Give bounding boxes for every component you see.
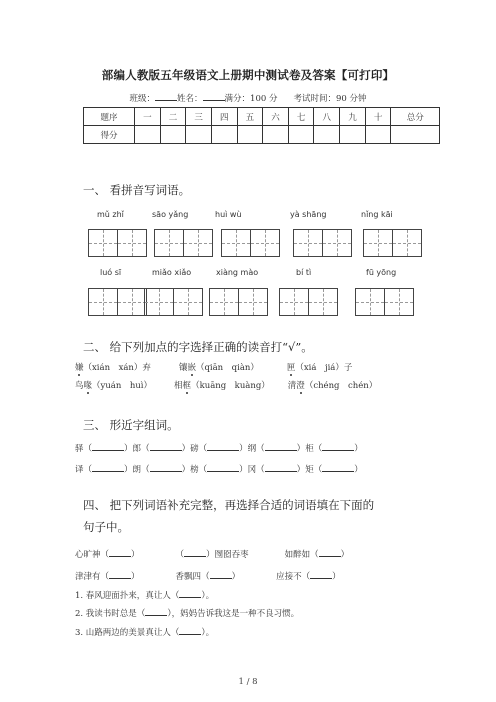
header-cell: 总分 [391, 108, 440, 126]
char: 柜 [305, 444, 314, 454]
class-label: 班级： [129, 94, 156, 104]
exam-info-line [0, 91, 496, 104]
pronunciation-line-2 [75, 379, 377, 391]
score-cell[interactable] [391, 126, 440, 144]
document-title: 部编人教版五年级语文上册期中测试卷及答案【可打印】 [101, 68, 395, 82]
header-cell: 五 [237, 108, 263, 126]
header-cell: 三 [186, 108, 212, 126]
section-4-title-line-1: 四、 把下列词语补充完整，再选择合适的词语填在下面的 [83, 498, 375, 512]
name-label: 姓名： [177, 94, 203, 104]
score-cell[interactable] [314, 126, 340, 144]
idiom-row-1: 心旷神（ ） （ ）囫囵吞枣 如醉如（ ） [75, 547, 349, 560]
answer-blank[interactable] [322, 441, 354, 451]
word-rest: 弃 [142, 363, 151, 373]
pinyin-label: xiàng mào [216, 268, 259, 277]
sentence-text: 。 [205, 628, 215, 638]
char: 冈 [247, 465, 257, 475]
char: 矩 [305, 465, 314, 475]
score-table-header-row [84, 108, 440, 126]
char: 朗 [132, 465, 142, 475]
class-blank[interactable] [155, 91, 177, 101]
writing-grid[interactable] [293, 229, 352, 257]
exam-time: 考试时间：90 分钟 [293, 94, 367, 104]
writing-grid[interactable] [88, 229, 147, 257]
char: 郎 [132, 444, 142, 454]
reading-options[interactable]: （kuāng kuàng） [191, 381, 270, 391]
sentence-1: 1. 春风迎面扑来，真让人（ ）。 [75, 588, 214, 601]
writing-grid[interactable] [154, 229, 213, 257]
score-cell[interactable] [186, 126, 212, 144]
reading-options[interactable]: （qiān qiàn） [195, 363, 259, 373]
answer-blank[interactable] [150, 462, 182, 472]
word-prefix: 清 [287, 381, 297, 391]
score-cell[interactable] [211, 126, 237, 144]
header-cell: 十 [365, 108, 391, 126]
answer-blank[interactable] [322, 462, 354, 472]
sentence-blank[interactable] [145, 606, 167, 616]
pinyin-label: huì wù [215, 210, 242, 219]
header-cell: 题序 [84, 108, 135, 126]
reading-options[interactable]: （xián xán） [83, 363, 143, 373]
pinyin-label: luó sī [100, 268, 122, 277]
sentence-text: ，妈妈告诉我这是一种不良习惯。 [171, 609, 300, 619]
answer-blank[interactable] [265, 462, 297, 472]
section-4-title-line-2: 句子中。 [83, 520, 129, 534]
dotted-char: 嫌 [75, 363, 84, 373]
answer-blank[interactable] [265, 441, 297, 451]
answer-blank[interactable] [92, 462, 124, 472]
char: 磅 [190, 444, 199, 454]
pinyin-label: sāo yǎng [152, 210, 189, 219]
score-cell[interactable] [288, 126, 314, 144]
section-1-title: 一、 看拼音写词语。 [83, 183, 191, 197]
idiom-blank[interactable] [319, 547, 341, 557]
word-prefix: 镶 [178, 363, 188, 373]
score-table [83, 107, 440, 144]
pinyin-label: mǔ zhǐ [97, 210, 124, 219]
word-prefix: 鸟 [75, 381, 84, 391]
score-cell[interactable] [135, 126, 161, 144]
idiom-prefix: 应接不 [276, 572, 302, 582]
answer-blank[interactable] [207, 441, 239, 451]
section-3-title: 三、 形近字组词。 [83, 418, 179, 432]
word-prefix: 相 [174, 381, 183, 391]
score-cell[interactable] [263, 126, 289, 144]
reading-options[interactable]: （yuán huì） [92, 381, 153, 391]
score-cell[interactable] [160, 126, 186, 144]
name-blank[interactable] [203, 91, 225, 101]
sentence-text: 3. 山路两边的美景真让人 [75, 628, 171, 638]
similar-chars-row-2: 译（ ）朗（ ）榜（ ）冈（ ）矩（ ） [75, 462, 363, 475]
header-cell: 七 [288, 108, 314, 126]
idiom-prefix: 心旷神 [75, 550, 101, 560]
full-score: 满分：100 分 [224, 94, 278, 104]
sentence-text: 1. 春风迎面扑来，真让人 [75, 591, 171, 601]
char: 驿 [75, 444, 84, 454]
page-number: 1 / 8 [238, 677, 258, 687]
idiom-suffix: 囫囵吞枣 [214, 550, 249, 560]
idiom-blank[interactable] [184, 547, 206, 557]
idiom-prefix: 津津有 [75, 572, 101, 582]
writing-grid[interactable] [221, 229, 280, 257]
writing-grid[interactable] [279, 288, 338, 316]
idiom-blank[interactable] [310, 569, 332, 579]
header-cell: 八 [314, 108, 340, 126]
char: 榜 [190, 465, 199, 475]
header-cell: 九 [340, 108, 366, 126]
pinyin-label: yà shāng [290, 210, 327, 219]
similar-chars-row-1: 驿（ ）郎（ ）磅（ ）纲（ ）柜（ ） [75, 441, 363, 454]
writing-grid[interactable] [144, 288, 203, 316]
writing-grid[interactable] [363, 229, 422, 257]
char: 译 [75, 465, 84, 475]
pinyin-label: nǐng kāi [361, 210, 393, 219]
sentence-blank[interactable] [179, 588, 201, 598]
dotted-char: 匣 [286, 363, 296, 373]
score-row-label: 得分 [84, 126, 135, 144]
sentence-text: 2. 我读书时总是 [75, 609, 137, 619]
sentence-text: 。 [205, 591, 215, 601]
dotted-char: 嵌 [187, 363, 196, 373]
idiom-prefix: 如醉如 [284, 550, 311, 560]
answer-blank[interactable] [92, 441, 124, 451]
header-cell: 四 [211, 108, 237, 126]
idiom-row-2: 津津有（ ） 香飘四（ ） 应接不（ ） [75, 569, 341, 582]
sentence-2: 2. 我读书时总是（ ），妈妈告诉我这是一种不良习惯。 [75, 606, 299, 619]
answer-blank[interactable] [150, 441, 182, 451]
sentence-blank[interactable] [179, 625, 201, 635]
header-cell: 六 [263, 108, 289, 126]
header-cell: 一 [135, 108, 161, 126]
idiom-blank[interactable] [210, 569, 232, 579]
dotted-char: 喙 [83, 381, 93, 391]
sentence-3: 3. 山路两边的美景真让人（ ）。 [75, 625, 214, 638]
answer-blank[interactable] [207, 462, 239, 472]
score-cell[interactable] [237, 126, 263, 144]
dotted-char: 框 [182, 381, 192, 391]
writing-grid[interactable] [355, 288, 414, 316]
score-cell[interactable] [365, 126, 391, 144]
dotted-char: 澄 [296, 381, 305, 391]
pinyin-label: fū yōng [366, 268, 397, 277]
word-rest: 子 [343, 363, 353, 373]
reading-options[interactable]: （xiá jiá） [295, 363, 344, 373]
char: 纲 [247, 444, 257, 454]
reading-options[interactable]: （chéng chén） [304, 381, 378, 391]
score-cell[interactable] [340, 126, 366, 144]
pinyin-label: miǎo xiǎo [152, 268, 192, 277]
idiom-blank[interactable] [109, 547, 131, 557]
pinyin-label: bí tì [296, 268, 312, 277]
idiom-prefix: 香飘四 [175, 572, 202, 582]
idiom-blank[interactable] [109, 569, 131, 579]
header-cell: 二 [160, 108, 186, 126]
pronunciation-line-1 [75, 361, 352, 373]
score-table-score-row [84, 126, 440, 144]
writing-grid[interactable] [88, 288, 147, 316]
section-2-title: 二、 给下列加点的字选择正确的读音打“√”。 [83, 340, 313, 354]
writing-grid[interactable] [209, 288, 268, 316]
